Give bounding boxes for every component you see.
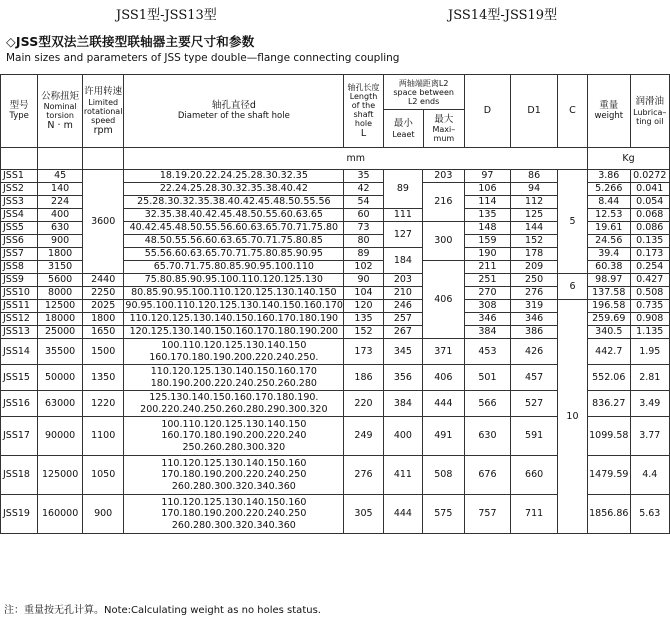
cell-weight: 1856.86 <box>588 495 631 534</box>
cell-least: 210 <box>383 287 422 300</box>
cell-length: 42 <box>344 183 383 196</box>
cell-oil: 3.77 <box>630 417 669 456</box>
cell-oil: 4.4 <box>630 456 669 495</box>
cell-D: 346 <box>464 313 511 326</box>
header-D: D <box>464 75 511 148</box>
cell-length: 102 <box>344 261 383 274</box>
cell-D: 453 <box>464 339 511 365</box>
cell-oil: 0.086 <box>630 222 669 235</box>
cell-type: JSS17 <box>1 417 38 456</box>
cell-least: 400 <box>383 417 422 456</box>
diameter-line: 110.120.125.130.140.150.160.170 <box>150 366 317 377</box>
cell-least: 89 <box>383 170 422 209</box>
cell-weight: 552.06 <box>588 365 631 391</box>
cell-diameter: 32.35.38.40.42.45.48.50.55.60.63.65 <box>124 209 344 222</box>
cell-torque: 160000 <box>38 495 83 534</box>
cell-D1: 250 <box>511 274 558 287</box>
cell-speed: 2440 <box>82 274 123 287</box>
cell-C: 10 <box>557 300 587 534</box>
cell-type: JSS19 <box>1 495 38 534</box>
cell-diameter <box>124 339 344 365</box>
cell-max: 575 <box>423 495 465 534</box>
cell-least: 345 <box>383 339 422 365</box>
header-weight: 重量 weight <box>588 75 631 148</box>
cell-length: 220 <box>344 391 383 417</box>
cell-weight: 24.56 <box>588 235 631 248</box>
cell-weight: 39.4 <box>588 248 631 261</box>
cell-speed: 1800 <box>82 313 123 326</box>
cell-speed: 1050 <box>82 456 123 495</box>
cell-D: 566 <box>464 391 511 417</box>
cell-max: 406 <box>423 365 465 391</box>
cell-torque: 900 <box>38 235 83 248</box>
cell-D: 211 <box>464 261 511 274</box>
cell-diameter <box>124 365 344 391</box>
cell-oil: 0.427 <box>630 274 669 287</box>
cell-oil: 2.81 <box>630 365 669 391</box>
cell-length: 54 <box>344 196 383 209</box>
cell-D: 114 <box>464 196 511 209</box>
cell-oil: 1.135 <box>630 326 669 339</box>
diameter-line: 160.170.180.190.200.220.240 <box>161 430 307 442</box>
cell-type: JSS7 <box>1 248 38 261</box>
cell-D: 630 <box>464 417 511 456</box>
cell-oil: 0.135 <box>630 235 669 248</box>
cell-D1: 527 <box>511 391 558 417</box>
cell-D: 148 <box>464 222 511 235</box>
cell-type: JSS3 <box>1 196 38 209</box>
cell-diameter <box>124 456 344 495</box>
cell-speed: 900 <box>82 495 123 534</box>
diameter-line: 110.120.125.130.140.150.160 <box>161 457 307 469</box>
cell-oil: 0.254 <box>630 261 669 274</box>
cell-length: 276 <box>344 456 383 495</box>
cell-torque: 125000 <box>38 456 83 495</box>
title-block <box>6 32 666 64</box>
diameter-line: 170.180.190.200.220.240.250 <box>161 508 307 520</box>
cell-least: 127 <box>383 222 422 248</box>
cell-max: 216 <box>423 183 465 222</box>
cell-length: 35 <box>344 170 383 183</box>
cell-D: 308 <box>464 300 511 313</box>
cell-max: 406 <box>423 261 465 339</box>
cell-max: 491 <box>423 417 465 456</box>
cell-D: 676 <box>464 456 511 495</box>
cell-length: 73 <box>344 222 383 235</box>
cell-torque: 50000 <box>38 365 83 391</box>
cell-D: 501 <box>464 365 511 391</box>
diameter-line: 110.120.125.130.140.150.160 <box>161 496 307 508</box>
cell-least: 411 <box>383 456 422 495</box>
cell-oil: 0.508 <box>630 287 669 300</box>
cell-D1: 112 <box>511 196 558 209</box>
header-lubricating-oil: 润滑油 Lubrica– ting oil <box>630 75 669 148</box>
diameter-line: 160.170.180.190.200.220.240.250. <box>149 351 319 363</box>
cell-length: 152 <box>344 326 383 339</box>
cell-C: 6 <box>557 274 587 300</box>
diameter-line: 125.130.140.150.160.170.180.190. <box>149 392 319 403</box>
cell-length: 305 <box>344 495 383 534</box>
banner-left: JSS1型-JSS13型 <box>116 8 217 23</box>
cell-oil: 1.95 <box>630 339 669 365</box>
cell-oil: 0.054 <box>630 196 669 209</box>
table-body <box>1 170 670 534</box>
diameter-line: 180.190.200.220.240.250.260.280 <box>150 377 317 389</box>
cell-type: JSS10 <box>1 287 38 300</box>
cell-torque: 224 <box>38 196 83 209</box>
diameter-line: 170.180.190.200.220.240.250 <box>161 469 307 481</box>
header-row <box>1 75 670 148</box>
header-max: 最大 Maxi– mum <box>432 113 456 144</box>
diameter-line: 200.220.240.250.260.280.290.300.320 <box>140 403 328 415</box>
banner-right: JSS14型-JSS19型 <box>448 8 558 23</box>
title-en: Main sizes and parameters of JSS type double—flange connecting coupling <box>6 52 400 64</box>
table-row <box>1 170 670 183</box>
cell-D1: 152 <box>511 235 558 248</box>
cell-oil: 0.735 <box>630 300 669 313</box>
header-torque: 公称扭矩 Nominal torsion N · m <box>38 75 83 148</box>
cell-D1: 144 <box>511 222 558 235</box>
cell-diameter: 120.125.130.140.150.160.170.180.190.200 <box>124 326 344 339</box>
cell-weight: 1479.59 <box>588 456 631 495</box>
cell-D: 270 <box>464 287 511 300</box>
cell-torque: 630 <box>38 222 83 235</box>
cell-weight: 196.58 <box>588 300 631 313</box>
cell-type: JSS4 <box>1 209 38 222</box>
cell-weight: 442.7 <box>588 339 631 365</box>
cell-least: 203 <box>383 274 422 287</box>
cell-type: JSS9 <box>1 274 38 287</box>
cell-diameter: 110.120.125.130.140.150.160.170.180.190 <box>124 313 344 326</box>
cell-type: JSS1 <box>1 170 38 183</box>
cell-length: 60 <box>344 209 383 222</box>
cell-type: JSS16 <box>1 391 38 417</box>
cell-diameter: 75.80.85.90.95.100.110.120.125.130 <box>124 274 344 287</box>
cell-least: 356 <box>383 365 422 391</box>
banner <box>0 0 670 26</box>
cell-type: JSS14 <box>1 339 38 365</box>
cell-weight: 5.266 <box>588 183 631 196</box>
header-C: C <box>557 75 587 148</box>
cell-length: 120 <box>344 300 383 313</box>
cell-diameter <box>124 391 344 417</box>
cell-weight: 836.27 <box>588 391 631 417</box>
cell-D: 251 <box>464 274 511 287</box>
header-type: 型号 Type <box>1 75 38 148</box>
cell-length: 89 <box>344 248 383 261</box>
cell-max: 508 <box>423 456 465 495</box>
cell-torque: 18000 <box>38 313 83 326</box>
cell-D1: 86 <box>511 170 558 183</box>
header-l2: 两轴端距离L2 space between L2 ends 最小 Leaet 最大 Maxi– mum <box>383 75 464 148</box>
units-row <box>1 148 670 170</box>
unit-mm: mm <box>124 148 588 170</box>
cell-diameter: 25.28.30.32.35.38.40.42.45.48.50.55.56 <box>124 196 344 209</box>
header-speed: 许用转速 Limited rotational speed rpm <box>82 75 123 148</box>
cell-least: 246 <box>383 300 422 313</box>
table-row <box>1 274 670 287</box>
unit-kg: Kg <box>588 148 670 170</box>
cell-torque: 140 <box>38 183 83 196</box>
cell-D1: 125 <box>511 209 558 222</box>
cell-max: 371 <box>423 339 465 365</box>
cell-diameter: 80.85.90.95.100.110.120.125.130.140.150 <box>124 287 344 300</box>
cell-max: 300 <box>423 222 465 261</box>
cell-torque: 5600 <box>38 274 83 287</box>
cell-length: 135 <box>344 313 383 326</box>
cell-length: 186 <box>344 365 383 391</box>
diameter-line: 250.260.280.300.320 <box>182 441 286 453</box>
cell-least: 444 <box>383 495 422 534</box>
cell-weight: 340.5 <box>588 326 631 339</box>
cell-type: JSS11 <box>1 300 38 313</box>
header-diameter: 轴孔直径d Diameter of the shaft hole <box>124 75 344 148</box>
cell-diameter: 90.95.100.110.120.125.130.140.150.160.170 <box>125 300 343 312</box>
diameter-line: 260.280.300.320.340.360 <box>171 480 296 492</box>
cell-D: 384 <box>464 326 511 339</box>
cell-oil: 0.041 <box>630 183 669 196</box>
cell-diameter: 40.42.45.48.50.55.56.60.63.65.70.71.75.80 <box>124 222 344 235</box>
cell-torque: 25000 <box>38 326 83 339</box>
cell-type: JSS13 <box>1 326 38 339</box>
cell-weight: 19.61 <box>588 222 631 235</box>
cell-type: JSS2 <box>1 183 38 196</box>
cell-oil: 0.908 <box>630 313 669 326</box>
cell-D: 97 <box>464 170 511 183</box>
cell-speed: 1100 <box>82 417 123 456</box>
cell-diameter: 55.56.60.63.65.70.71.75.80.85.90.95 <box>124 248 344 261</box>
cell-D1: 426 <box>511 339 558 365</box>
cell-diameter: 65.70.71.75.80.85.90.95.100.110 <box>124 261 344 274</box>
cell-type: JSS18 <box>1 456 38 495</box>
cell-speed: 1650 <box>82 326 123 339</box>
cell-speed: 1220 <box>82 391 123 417</box>
cell-diameter: 48.50.55.56.60.63.65.70.71.75.80.85 <box>124 235 344 248</box>
cell-speed: 2025 <box>82 300 123 313</box>
cell-speed: 2250 <box>82 287 123 300</box>
cell-type: JSS5 <box>1 222 38 235</box>
cell-oil: 0.0272 <box>630 170 669 183</box>
cell-max: 444 <box>423 391 465 417</box>
cell-D1: 209 <box>511 261 558 274</box>
cell-speed: 1500 <box>82 339 123 365</box>
cell-weight: 8.44 <box>588 196 631 209</box>
cell-length: 249 <box>344 417 383 456</box>
cell-D1: 94 <box>511 183 558 196</box>
cell-type: JSS15 <box>1 365 38 391</box>
cell-D1: 276 <box>511 287 558 300</box>
cell-weight: 1099.58 <box>588 417 631 456</box>
cell-D1: 591 <box>511 417 558 456</box>
cell-least: 257 <box>383 313 422 326</box>
cell-length: 173 <box>344 339 383 365</box>
cell-type: JSS12 <box>1 313 38 326</box>
cell-diameter <box>124 495 344 534</box>
cell-oil: 3.49 <box>630 391 669 417</box>
cell-C: 5 <box>557 170 587 274</box>
cell-D1: 711 <box>511 495 558 534</box>
cell-D1: 386 <box>511 326 558 339</box>
header-least: 最小 Leaet <box>384 110 424 147</box>
cell-length: 104 <box>344 287 383 300</box>
cell-least: 384 <box>383 391 422 417</box>
cell-D1: 346 <box>511 313 558 326</box>
cell-weight: 12.53 <box>588 209 631 222</box>
cell-weight: 259.69 <box>588 313 631 326</box>
cell-weight: 3.86 <box>588 170 631 183</box>
title-cn: ◇JSS型双法兰联接型联轴器主要尺寸和参数 <box>6 34 255 49</box>
cell-length: 80 <box>344 235 383 248</box>
diameter-line: 100.110.120.125.130.140.150 <box>161 340 307 351</box>
cell-oil: 0.068 <box>630 209 669 222</box>
header-length: 轴孔长度 Length of the shaft hole L <box>344 75 383 148</box>
cell-type: JSS8 <box>1 261 38 274</box>
cell-oil: 0.173 <box>630 248 669 261</box>
cell-D1: 660 <box>511 456 558 495</box>
cell-D1: 457 <box>511 365 558 391</box>
spec-table <box>0 74 670 534</box>
cell-torque: 45 <box>38 170 83 183</box>
cell-speed: 3600 <box>82 170 123 274</box>
cell-weight: 60.38 <box>588 261 631 274</box>
cell-torque: 12500 <box>38 300 83 313</box>
cell-least: 184 <box>383 248 422 274</box>
table-row <box>1 300 670 313</box>
cell-torque: 63000 <box>38 391 83 417</box>
cell-D: 190 <box>464 248 511 261</box>
header-D1: D1 <box>511 75 558 148</box>
footnote: 注：重量按无孔计算。Note:Calculating weight as no holes status. <box>4 605 321 616</box>
cell-torque: 400 <box>38 209 83 222</box>
cell-D: 159 <box>464 235 511 248</box>
cell-least: 111 <box>383 209 422 222</box>
cell-torque: 90000 <box>38 417 83 456</box>
cell-length: 90 <box>344 274 383 287</box>
cell-diameter <box>124 417 344 456</box>
cell-speed: 1350 <box>82 365 123 391</box>
cell-torque: 35500 <box>38 339 83 365</box>
cell-least: 267 <box>383 326 422 339</box>
cell-max: 203 <box>423 170 465 183</box>
cell-diameter: 22.24.25.28.30.32.35.38.40.42 <box>124 183 344 196</box>
cell-weight: 137.58 <box>588 287 631 300</box>
cell-diameter: 18.19.20.22.24.25.28.30.32.35 <box>124 170 344 183</box>
cell-torque: 8000 <box>38 287 83 300</box>
cell-torque: 1800 <box>38 248 83 261</box>
cell-type: JSS6 <box>1 235 38 248</box>
diameter-line: 100.110.120.125.130.140.150 <box>161 418 307 430</box>
cell-D1: 178 <box>511 248 558 261</box>
diameter-line: 260.280.300.320.340.360 <box>171 519 296 531</box>
cell-D: 135 <box>464 209 511 222</box>
cell-D1: 319 <box>511 300 558 313</box>
cell-weight: 98.97 <box>588 274 631 287</box>
cell-torque: 3150 <box>38 261 83 274</box>
cell-oil: 5.63 <box>630 495 669 534</box>
cell-D: 106 <box>464 183 511 196</box>
cell-D: 757 <box>464 495 511 534</box>
